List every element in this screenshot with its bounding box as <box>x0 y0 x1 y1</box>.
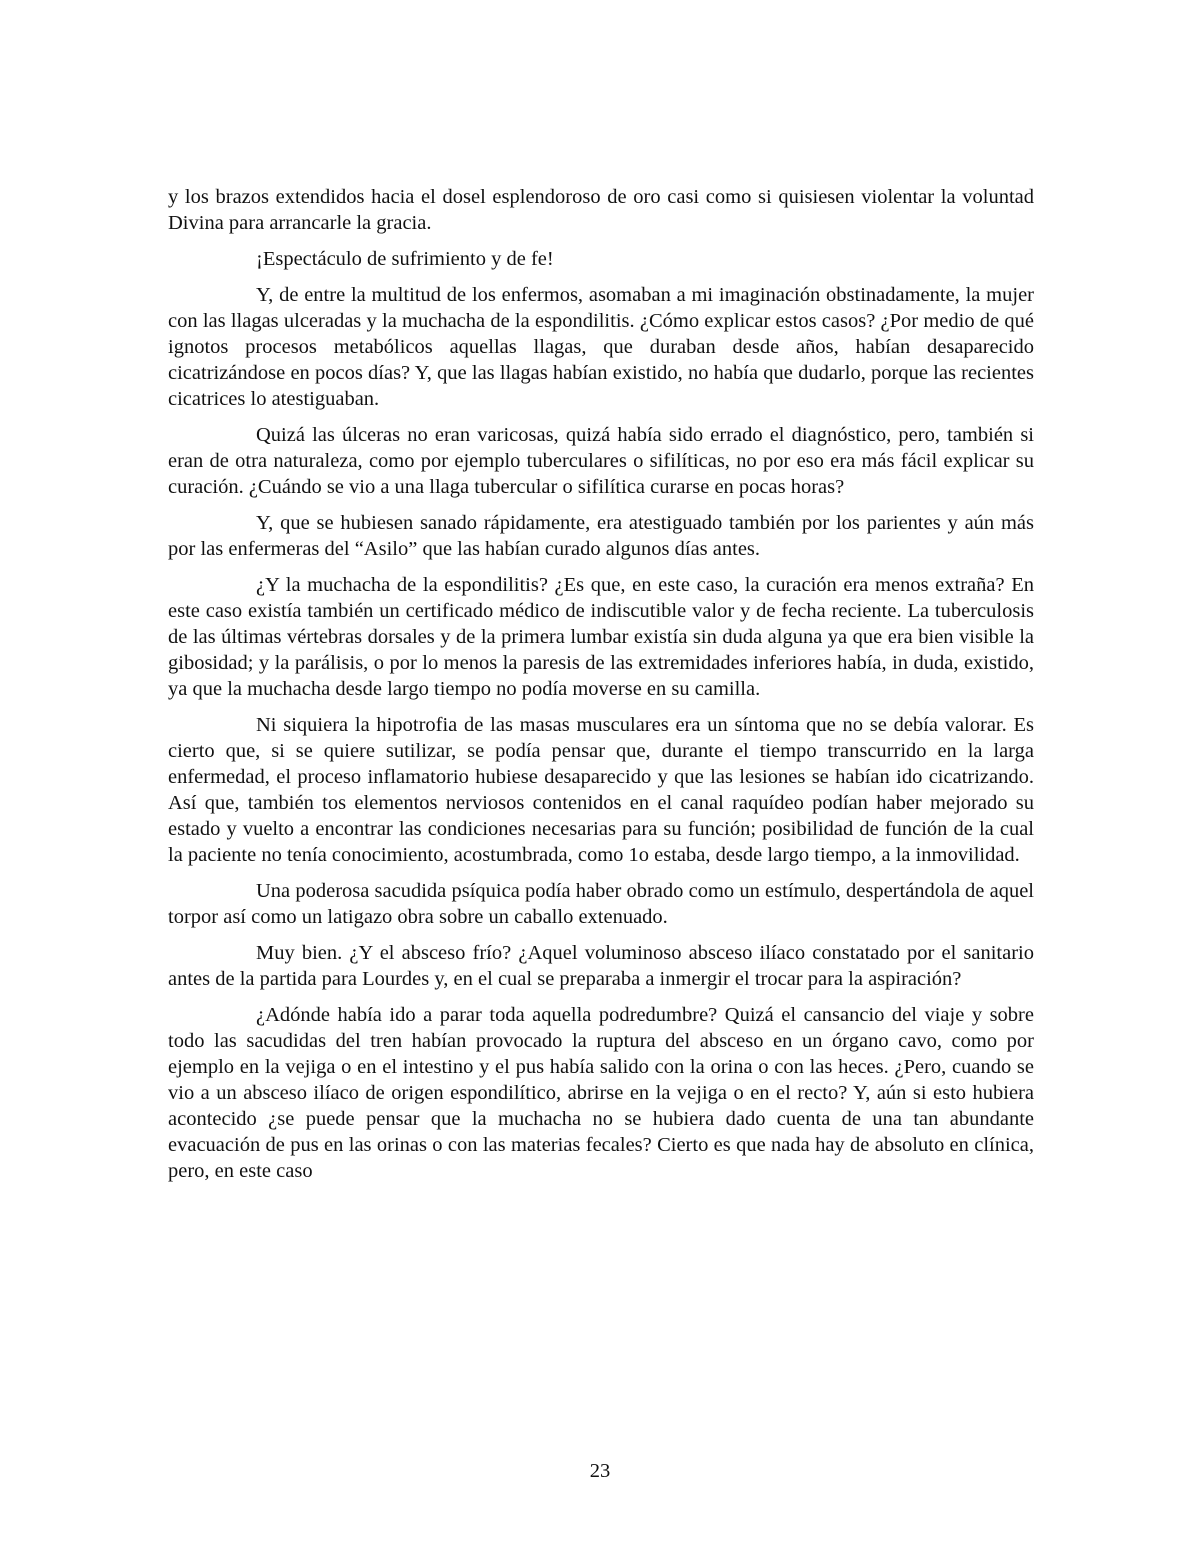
paragraph-4: Quizá las úlceras no eran varicosas, quizá había sido errado el diagnóstico, pero, también si eran de otra naturaleza, como por ejemplo tuberculares o sifilíticas, no por eso era más fácil explicar su curación. ¿Cuándo se vio a una llaga tubercular o sifilítica curarse en pocas horas? <box>168 424 1034 498</box>
paragraph-7: Ni siquiera la hipotrofia de las masas musculares era un síntoma que no se debía valorar. Es cierto que, si se quiere sutilizar, se podía pensar que, durante el tiempo transcurrido en la larga enfermedad, el proceso inflamatorio hubiese desaparecido y que las lesiones se habían ido cicatrizando. Así que, también tos elementos nerviosos contenidos en el canal raquídeo podían haber mejorado su estado y vuelto a encontrar las condiciones necesarias para su función; posibilidad de función de la cual la paciente no tenía conocimiento, acostumbrada, como 1o estaba, desde largo tiempo, a la inmovilidad. <box>168 714 1034 866</box>
paragraph-9: Muy bien. ¿Y el absceso frío? ¿Aquel voluminoso absceso ilíaco constatado por el sanitario antes de la partida para Lourdes y, en el cual se preparaba a inmergir el trocar para la aspiración? <box>168 942 1034 990</box>
paragraph-5: Y, que se hubiesen sanado rápidamente, era atestiguado también por los parientes y aún más por las enfermeras del “Asilo” que las habían curado algunos días antes. <box>168 512 1034 560</box>
paragraph-1: y los brazos extendidos hacia el dosel esplendoroso de oro casi como si quisiesen violentar la voluntad Divina para arrancarle la gracia. <box>168 186 1034 234</box>
paragraph-8: Una poderosa sacudida psíquica podía haber obrado como un estímulo, despertándola de aquel torpor así como un latigazo obra sobre un caballo extenuado. <box>168 880 1034 928</box>
paragraph-10: ¿Adónde había ido a parar toda aquella podredumbre? Quizá el cansancio del viaje y sobre todo las sacudidas del tren habían provocado la ruptura del absceso en un órgano cavo, como por ejemplo en la vejiga o en el intestino y el pus había salido con la orina o con las heces. ¿Pero, cuando se vio a un absceso ilíaco de origen espondilítico, abrirse en la vejiga o en el recto? Y, aún si esto hubiera acontecido ¿se puede pensar que la muchacha no se hubiera dado cuenta de una tan abundante evacuación de pus en las orinas o con las materias fecales? Cierto es que nada hay de absoluto en clínica, pero, en este caso <box>168 1004 1034 1182</box>
paragraph-6: ¿Y la muchacha de la espondilitis? ¿Es que, en este caso, la curación era menos extraña? En este caso existía también un certificado médico de indiscutible valor y de fecha reciente. La tuberculosis de las últimas vértebras dorsales y de la primera lumbar existía sin duda alguna ya que era bien visible la gibosidad; y la parálisis, o por lo menos la paresis de las extremidades inferiores había, in duda, existido, ya que la muchacha desde largo tiempo no podía moverse en su camilla. <box>168 574 1034 700</box>
page-number: 23 <box>589 1460 611 1482</box>
paragraph-3: Y, de entre la multitud de los enfermos, asomaban a mi imaginación obstinadamente, la mujer con las llagas ulceradas y la muchacha de la espondilitis. ¿Cómo explicar estos casos? ¿Por medio de qué ignotos procesos metabólicos aquellas llagas, que duraban desde años, habían desaparecido cicatrizándose en pocos días? Y, que las llagas habían existido, no había que dudarlo, porque las recientes cicatrices lo atestiguaban. <box>168 284 1034 410</box>
body-text <box>168 184 1034 1194</box>
paragraph-2: ¡Espectáculo de sufrimiento y de fe! <box>256 248 554 270</box>
